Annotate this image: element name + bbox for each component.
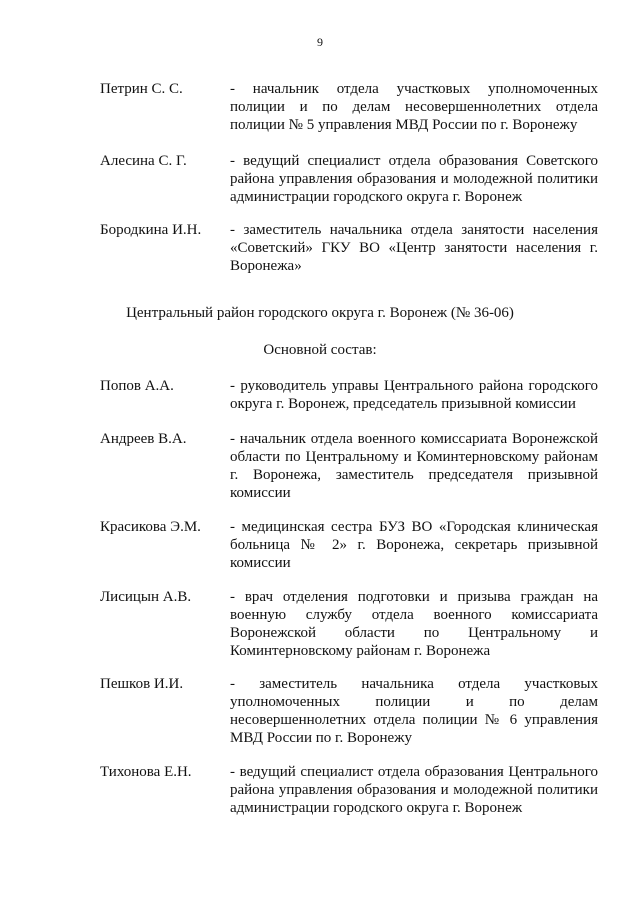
member-role: - руководитель управы Центрального района городского округа г. Воронеж, председатель призывной комиссии: [230, 378, 598, 412]
member-name: Петрин С. С.: [100, 81, 183, 97]
member-role: - ведущий специалист отдела образования Советского района управления образования и молодежной политики администрации городского округа г. Воронеж: [230, 153, 598, 205]
member-name: Попов А.А.: [100, 378, 174, 394]
district-heading: Центральный район городского округа г. Воронеж (№ 36-06): [126, 305, 514, 321]
member-role: - заместитель начальника отдела участковых уполномоченных полиции и по делам несовершеннолетних отдела полиции № 6 управления МВД России по г. Воронежу: [230, 676, 598, 746]
member-name: Алесина С. Г.: [100, 153, 187, 169]
page-number: 9: [317, 35, 323, 49]
member-name: Лисицын А.В.: [100, 589, 192, 605]
member-name: Бородкина И.Н.: [100, 222, 202, 238]
member-role: - заместитель начальника отдела занятости населения «Советский» ГКУ ВО «Центр занятости населения г. Воронежа»: [230, 222, 598, 274]
composition-subheading: Основной состав:: [263, 342, 377, 358]
member-name: Андреев В.А.: [100, 431, 187, 447]
member-name: Пешков И.И.: [100, 676, 184, 692]
member-name: Красикова Э.М.: [100, 519, 201, 535]
member-role: - ведущий специалист отдела образования Центрального района управления образования и молодежной политики администрации городского округа г. Воронеж: [230, 764, 598, 816]
member-name: Тихонова Е.Н.: [100, 764, 192, 780]
member-role: - начальник отдела военного комиссариата Воронежской области по Центральному и Коминтерновскому районам г. Воронежа, заместитель председателя призывной комиссии: [230, 431, 598, 501]
member-role: - врач отделения подготовки и призыва граждан на военную службу отдела военного комиссариата Воронежской области по Центральному и Коминтерновскому районам г. Воронежа: [230, 589, 598, 659]
member-role: - начальник отдела участковых уполномоченных полиции и по делам несовершеннолетних отдела полиции № 5 управления МВД России по г. Воронежу: [230, 81, 598, 133]
member-role: - медицинская сестра БУЗ ВО «Городская клиническая больница № 2» г. Воронежа, секретарь призывной комиссии: [230, 519, 598, 571]
